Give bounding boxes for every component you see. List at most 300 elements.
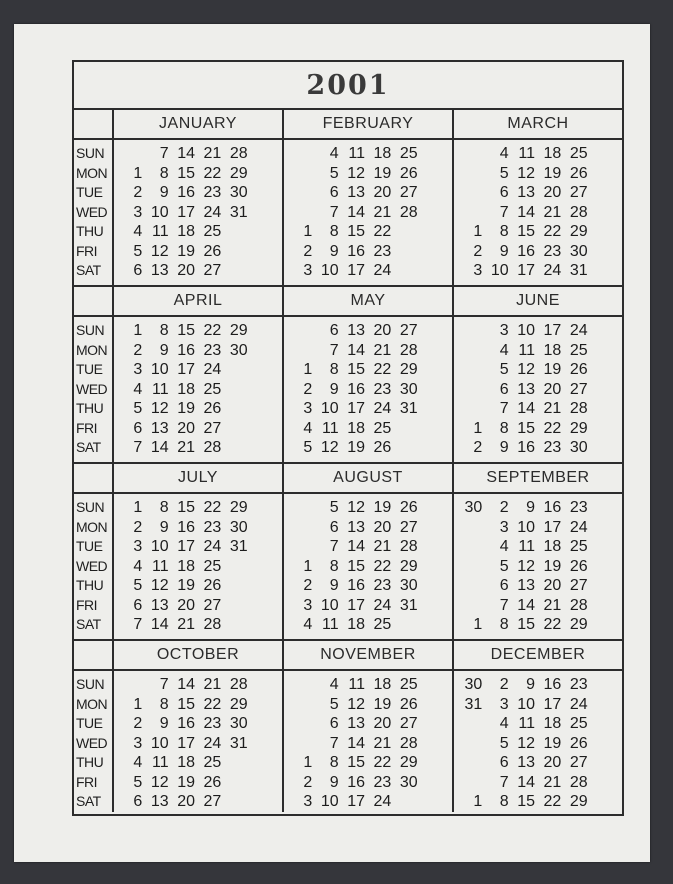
day-cell: 24 — [373, 262, 392, 279]
day-grid — [454, 671, 622, 812]
day-cell: 30 — [399, 773, 418, 791]
day-cell: 7 — [499, 773, 509, 791]
month-name: OCTOBER — [114, 641, 282, 671]
day-cell — [592, 576, 618, 596]
day-cell — [422, 675, 448, 695]
day-cell: 7 — [133, 439, 143, 456]
day-cell: 17 — [177, 203, 195, 221]
day-cell: 23 — [569, 499, 588, 516]
day-cell — [460, 321, 486, 341]
day-cell: 20 — [373, 518, 392, 536]
day-cell: 18 — [543, 715, 562, 732]
day-cell: 4 — [499, 715, 509, 732]
day-cell — [252, 498, 278, 518]
day-cell: 26 — [203, 773, 222, 791]
day-cell: 23 — [543, 439, 562, 456]
day-cell: 26 — [569, 557, 588, 575]
day-cell — [460, 596, 486, 616]
day-cell: 29 — [399, 754, 418, 771]
day-cell — [592, 773, 618, 793]
day-cell: 15 — [517, 616, 535, 633]
day-cell: 11 — [152, 380, 169, 398]
day-cell: 3 — [473, 262, 483, 279]
day-cell: 1 — [133, 499, 143, 516]
day-cell: 21 — [373, 734, 392, 752]
day-cell: 17 — [543, 518, 562, 536]
day-cell — [422, 341, 448, 361]
day-cell: 23 — [373, 380, 392, 398]
day-cell: 10 — [517, 518, 535, 536]
day-cell — [460, 518, 486, 538]
day-cell: 24 — [373, 596, 392, 614]
day-cell: 2 — [133, 341, 143, 359]
day-cell — [252, 419, 278, 439]
day-cell: 20 — [373, 184, 392, 201]
day-cell: 15 — [177, 499, 195, 516]
day-cell — [252, 596, 278, 616]
day-cell — [422, 321, 448, 341]
day-cell: 22 — [373, 754, 392, 771]
day-cell: 16 — [177, 184, 195, 201]
day-cell: 16 — [177, 715, 195, 732]
day-cell: 6 — [499, 577, 509, 594]
day-cell — [290, 714, 316, 734]
day-cell: 24 — [569, 695, 588, 713]
day-grid — [114, 317, 282, 458]
day-cell — [395, 242, 421, 262]
day-cell: 24 — [203, 203, 222, 221]
day-cell: 4 — [499, 145, 509, 162]
day-cell: 14 — [517, 203, 535, 221]
day-cell — [422, 399, 448, 419]
day-cell: 23 — [203, 184, 222, 201]
day-cell: 21 — [543, 596, 562, 614]
day-cell: 11 — [518, 341, 535, 359]
day-cell: 13 — [347, 518, 365, 536]
day-cell: 3 — [303, 400, 313, 417]
day-cell — [252, 518, 278, 538]
day-cell: 19 — [177, 400, 195, 417]
day-cell: 7 — [159, 676, 169, 693]
day-cell: 17 — [347, 262, 365, 279]
day-cell — [592, 242, 618, 262]
day-cell — [592, 792, 618, 812]
day-cell: 16 — [517, 242, 535, 260]
day-cell: 12 — [150, 577, 169, 594]
day-cell: 9 — [499, 242, 509, 260]
day-cell: 20 — [177, 596, 195, 614]
day-cell: 2 — [473, 439, 483, 456]
day-cell: 11 — [348, 145, 365, 162]
month-name: JULY — [114, 464, 282, 494]
day-cell: 11 — [518, 145, 535, 162]
day-cell: 19 — [373, 695, 392, 713]
day-cell — [252, 261, 278, 281]
day-cell: 7 — [499, 400, 509, 417]
day-cell: 12 — [347, 164, 365, 182]
day-cell: 19 — [177, 577, 195, 594]
day-cell: 18 — [177, 557, 195, 575]
month-name: JANUARY — [114, 110, 282, 140]
weekday-column — [74, 110, 114, 285]
day-cell: 10 — [320, 596, 339, 614]
day-cell: 8 — [499, 223, 509, 240]
day-cell — [422, 164, 448, 184]
day-cell: 23 — [203, 715, 222, 732]
day-cell: 31 — [399, 400, 418, 417]
day-cell — [592, 261, 618, 281]
day-cell: 7 — [133, 616, 143, 633]
day-grid — [284, 671, 452, 812]
day-cell: 16 — [177, 518, 195, 536]
day-cell: 1 — [473, 419, 483, 437]
day-cell: 30 — [229, 341, 248, 359]
day-cell: 13 — [150, 793, 169, 810]
day-cell: 5 — [133, 400, 143, 417]
day-cell — [395, 615, 421, 635]
month-june — [454, 287, 622, 462]
day-cell: 16 — [543, 676, 562, 693]
day-cell: 26 — [373, 439, 392, 456]
day-cell: 10 — [320, 400, 339, 417]
day-cell: 3 — [499, 695, 509, 713]
day-cell: 3 — [133, 361, 143, 378]
day-cell — [592, 183, 618, 203]
day-cell — [395, 792, 421, 812]
day-cell — [252, 321, 278, 341]
day-cell: 27 — [203, 793, 222, 810]
day-cell: 5 — [499, 557, 509, 575]
day-cell — [422, 261, 448, 281]
month-name: JUNE — [454, 287, 622, 317]
day-cell: 28 — [203, 439, 222, 456]
day-cell: 29 — [399, 557, 418, 575]
weekday-label: SAT — [76, 616, 101, 632]
day-cell: 23 — [203, 341, 222, 359]
day-cell — [252, 773, 278, 793]
day-cell: 19 — [347, 439, 365, 456]
day-cell: 27 — [399, 322, 418, 339]
day-cell: 8 — [499, 616, 509, 633]
day-cell — [422, 380, 448, 400]
day-cell — [290, 734, 316, 754]
day-cell: 2 — [303, 242, 313, 260]
day-cell — [120, 675, 146, 695]
day-cell: 20 — [543, 754, 562, 771]
day-cell: 26 — [569, 361, 588, 378]
day-cell: 27 — [569, 380, 588, 398]
day-cell — [290, 164, 316, 184]
day-cell: 31 — [229, 203, 248, 221]
day-cell: 19 — [373, 499, 392, 516]
day-cell: 7 — [329, 341, 339, 359]
day-cell: 29 — [229, 164, 248, 182]
day-cell: 27 — [203, 419, 222, 437]
day-cell: 28 — [399, 341, 418, 359]
day-cell: 29 — [229, 695, 248, 713]
day-cell — [252, 714, 278, 734]
day-cell — [592, 321, 618, 341]
day-cell: 6 — [133, 419, 143, 437]
day-cell: 30 — [229, 518, 248, 536]
day-cell: 29 — [569, 223, 588, 240]
day-cell — [252, 557, 278, 577]
day-cell: 3 — [303, 596, 313, 614]
day-cell: 18 — [347, 419, 365, 437]
weekday-column — [74, 641, 114, 812]
day-cell — [422, 203, 448, 223]
day-cell: 24 — [569, 518, 588, 536]
day-cell: 26 — [399, 695, 418, 713]
day-cell: 2 — [499, 676, 509, 693]
day-cell — [592, 596, 618, 616]
day-cell: 14 — [517, 596, 535, 614]
day-cell: 8 — [159, 164, 169, 182]
day-cell: 3 — [303, 793, 313, 810]
weekday-label: THU — [76, 577, 104, 593]
day-cell — [592, 341, 618, 361]
day-cell: 19 — [177, 773, 195, 791]
day-cell — [592, 164, 618, 184]
day-cell: 18 — [177, 754, 195, 771]
day-cell: 20 — [543, 184, 562, 201]
day-cell: 15 — [347, 361, 365, 378]
day-cell: 18 — [543, 145, 562, 162]
day-cell: 7 — [329, 734, 339, 752]
day-cell — [252, 734, 278, 754]
day-cell: 9 — [159, 715, 169, 732]
day-cell — [290, 518, 316, 538]
day-cell: 4 — [303, 616, 313, 633]
weekday-label: TUE — [76, 538, 103, 554]
day-cell: 10 — [150, 538, 169, 555]
day-cell: 27 — [399, 518, 418, 536]
day-cell: 15 — [177, 164, 195, 182]
day-cell: 11 — [152, 223, 169, 240]
weekday-label: TUE — [76, 715, 103, 731]
day-cell — [290, 695, 316, 715]
day-cell: 4 — [329, 145, 339, 162]
day-cell: 14 — [517, 400, 535, 417]
day-cell — [460, 753, 486, 773]
day-cell: 3 — [133, 538, 143, 555]
day-cell — [460, 537, 486, 557]
day-cell: 20 — [543, 380, 562, 398]
day-cell: 14 — [517, 773, 535, 791]
year-title: 2001 — [306, 69, 390, 101]
day-cell: 12 — [517, 734, 535, 752]
day-cell: 9 — [329, 577, 339, 594]
day-cell: 25 — [373, 419, 392, 437]
day-cell: 26 — [399, 164, 418, 182]
month-march — [454, 110, 622, 285]
day-cell — [252, 341, 278, 361]
day-cell: 28 — [229, 676, 248, 693]
day-cell — [592, 695, 618, 715]
day-cell: 4 — [133, 557, 143, 575]
day-cell — [252, 576, 278, 596]
day-cell — [592, 203, 618, 223]
day-cell: 6 — [329, 184, 339, 201]
day-cell: 17 — [517, 262, 535, 279]
day-cell: 13 — [347, 184, 365, 201]
day-cell: 18 — [177, 380, 195, 398]
quarter-row — [74, 110, 622, 287]
day-cell: 13 — [517, 754, 535, 771]
day-grid — [114, 494, 282, 635]
day-cell: 29 — [569, 616, 588, 633]
day-cell — [422, 615, 448, 635]
day-cell: 30 — [399, 380, 418, 398]
day-cell — [460, 144, 486, 164]
day-cell: 31 — [229, 538, 248, 555]
day-cell: 28 — [569, 596, 588, 614]
day-cell: 26 — [569, 734, 588, 752]
day-cell — [592, 518, 618, 538]
weekday-label: THU — [76, 223, 104, 239]
day-cell: 1 — [303, 361, 313, 378]
day-cell — [422, 714, 448, 734]
day-cell: 26 — [203, 400, 222, 417]
day-cell: 16 — [347, 380, 365, 398]
weekday-label: THU — [76, 400, 104, 416]
day-cell: 28 — [229, 145, 248, 162]
day-cell: 24 — [203, 538, 222, 555]
day-cell — [252, 164, 278, 184]
day-grid — [454, 140, 622, 281]
weekday-label: SAT — [76, 439, 101, 455]
calendar-frame — [72, 60, 624, 816]
day-cell — [422, 419, 448, 439]
month-may — [284, 287, 454, 462]
day-cell: 2 — [303, 773, 313, 791]
day-cell — [422, 557, 448, 577]
day-cell: 14 — [150, 439, 169, 456]
quarter-row — [74, 287, 622, 464]
day-cell: 22 — [203, 695, 222, 713]
day-cell: 4 — [133, 754, 143, 771]
day-cell: 14 — [347, 203, 365, 221]
day-cell: 6 — [329, 322, 339, 339]
day-cell — [422, 242, 448, 262]
day-cell: 8 — [329, 223, 339, 240]
day-cell: 25 — [399, 676, 418, 693]
day-cell: 12 — [347, 695, 365, 713]
day-cell: 18 — [543, 538, 562, 555]
day-cell: 16 — [347, 242, 365, 260]
day-cell — [225, 242, 251, 262]
day-cell — [290, 341, 316, 361]
day-cell — [422, 498, 448, 518]
day-cell: 27 — [399, 184, 418, 201]
day-cell: 13 — [347, 322, 365, 339]
day-cell: 11 — [152, 557, 169, 575]
day-cell: 19 — [543, 361, 562, 378]
day-cell: 11 — [518, 715, 535, 732]
day-cell: 10 — [150, 361, 169, 378]
day-cell: 5 — [329, 695, 339, 713]
day-cell — [592, 498, 618, 518]
day-cell: 22 — [203, 164, 222, 182]
day-cell: 18 — [347, 616, 365, 633]
day-cell: 2 — [133, 715, 143, 732]
day-cell: 7 — [329, 538, 339, 555]
day-cell: 23 — [203, 518, 222, 536]
day-cell — [225, 360, 251, 380]
day-cell: 17 — [543, 695, 562, 713]
day-cell — [460, 203, 486, 223]
day-cell — [592, 615, 618, 635]
day-cell: 15 — [177, 322, 195, 339]
day-cell: 23 — [373, 577, 392, 594]
weekday-label: WED — [76, 734, 108, 751]
day-cell: 20 — [177, 419, 195, 437]
day-cell: 21 — [203, 676, 222, 693]
day-cell: 22 — [373, 223, 392, 240]
day-cell — [592, 753, 618, 773]
day-cell — [225, 399, 251, 419]
day-cell: 9 — [159, 518, 169, 536]
day-cell: 18 — [543, 341, 562, 359]
day-cell: 20 — [177, 793, 195, 810]
day-cell: 8 — [329, 754, 339, 771]
day-cell: 22 — [543, 616, 562, 633]
day-cell: 19 — [543, 734, 562, 752]
day-cell: 12 — [150, 242, 169, 260]
day-cell: 17 — [177, 734, 195, 752]
weekday-label: SAT — [76, 793, 101, 809]
weekday-label: TUE — [76, 184, 103, 200]
weekday-header-spacer — [74, 464, 112, 494]
month-name: MARCH — [454, 110, 622, 140]
day-cell: 28 — [569, 773, 588, 791]
day-cell: 8 — [499, 419, 509, 437]
day-cell: 12 — [320, 439, 339, 456]
day-cell: 7 — [329, 203, 339, 221]
day-cell — [422, 753, 448, 773]
day-cell: 20 — [373, 715, 392, 732]
day-cell — [225, 596, 251, 616]
day-cell: 23 — [373, 242, 392, 260]
day-cell: 5 — [329, 164, 339, 182]
day-cell: 4 — [133, 380, 143, 398]
day-cell: 4 — [499, 341, 509, 359]
weekday-label: FRI — [76, 419, 98, 436]
day-cell: 16 — [543, 499, 562, 516]
day-cell — [422, 537, 448, 557]
day-cell: 14 — [150, 616, 169, 633]
day-cell: 7 — [499, 596, 509, 614]
day-cell: 10 — [320, 793, 339, 810]
day-cell: 17 — [347, 400, 365, 417]
day-cell: 30 — [569, 439, 588, 456]
day-cell: 10 — [517, 322, 535, 339]
day-cell: 13 — [517, 380, 535, 398]
day-cell: 2 — [303, 577, 313, 594]
weekday-column — [74, 287, 114, 462]
day-cell: 24 — [203, 361, 222, 378]
day-cell: 21 — [543, 400, 562, 417]
day-cell: 2 — [133, 518, 143, 536]
day-cell: 1 — [303, 754, 313, 771]
day-cell — [460, 399, 486, 419]
month-december — [454, 641, 622, 812]
day-cell — [592, 537, 618, 557]
day-cell: 4 — [329, 676, 339, 693]
day-cell — [460, 714, 486, 734]
day-cell — [422, 183, 448, 203]
day-cell — [592, 380, 618, 400]
